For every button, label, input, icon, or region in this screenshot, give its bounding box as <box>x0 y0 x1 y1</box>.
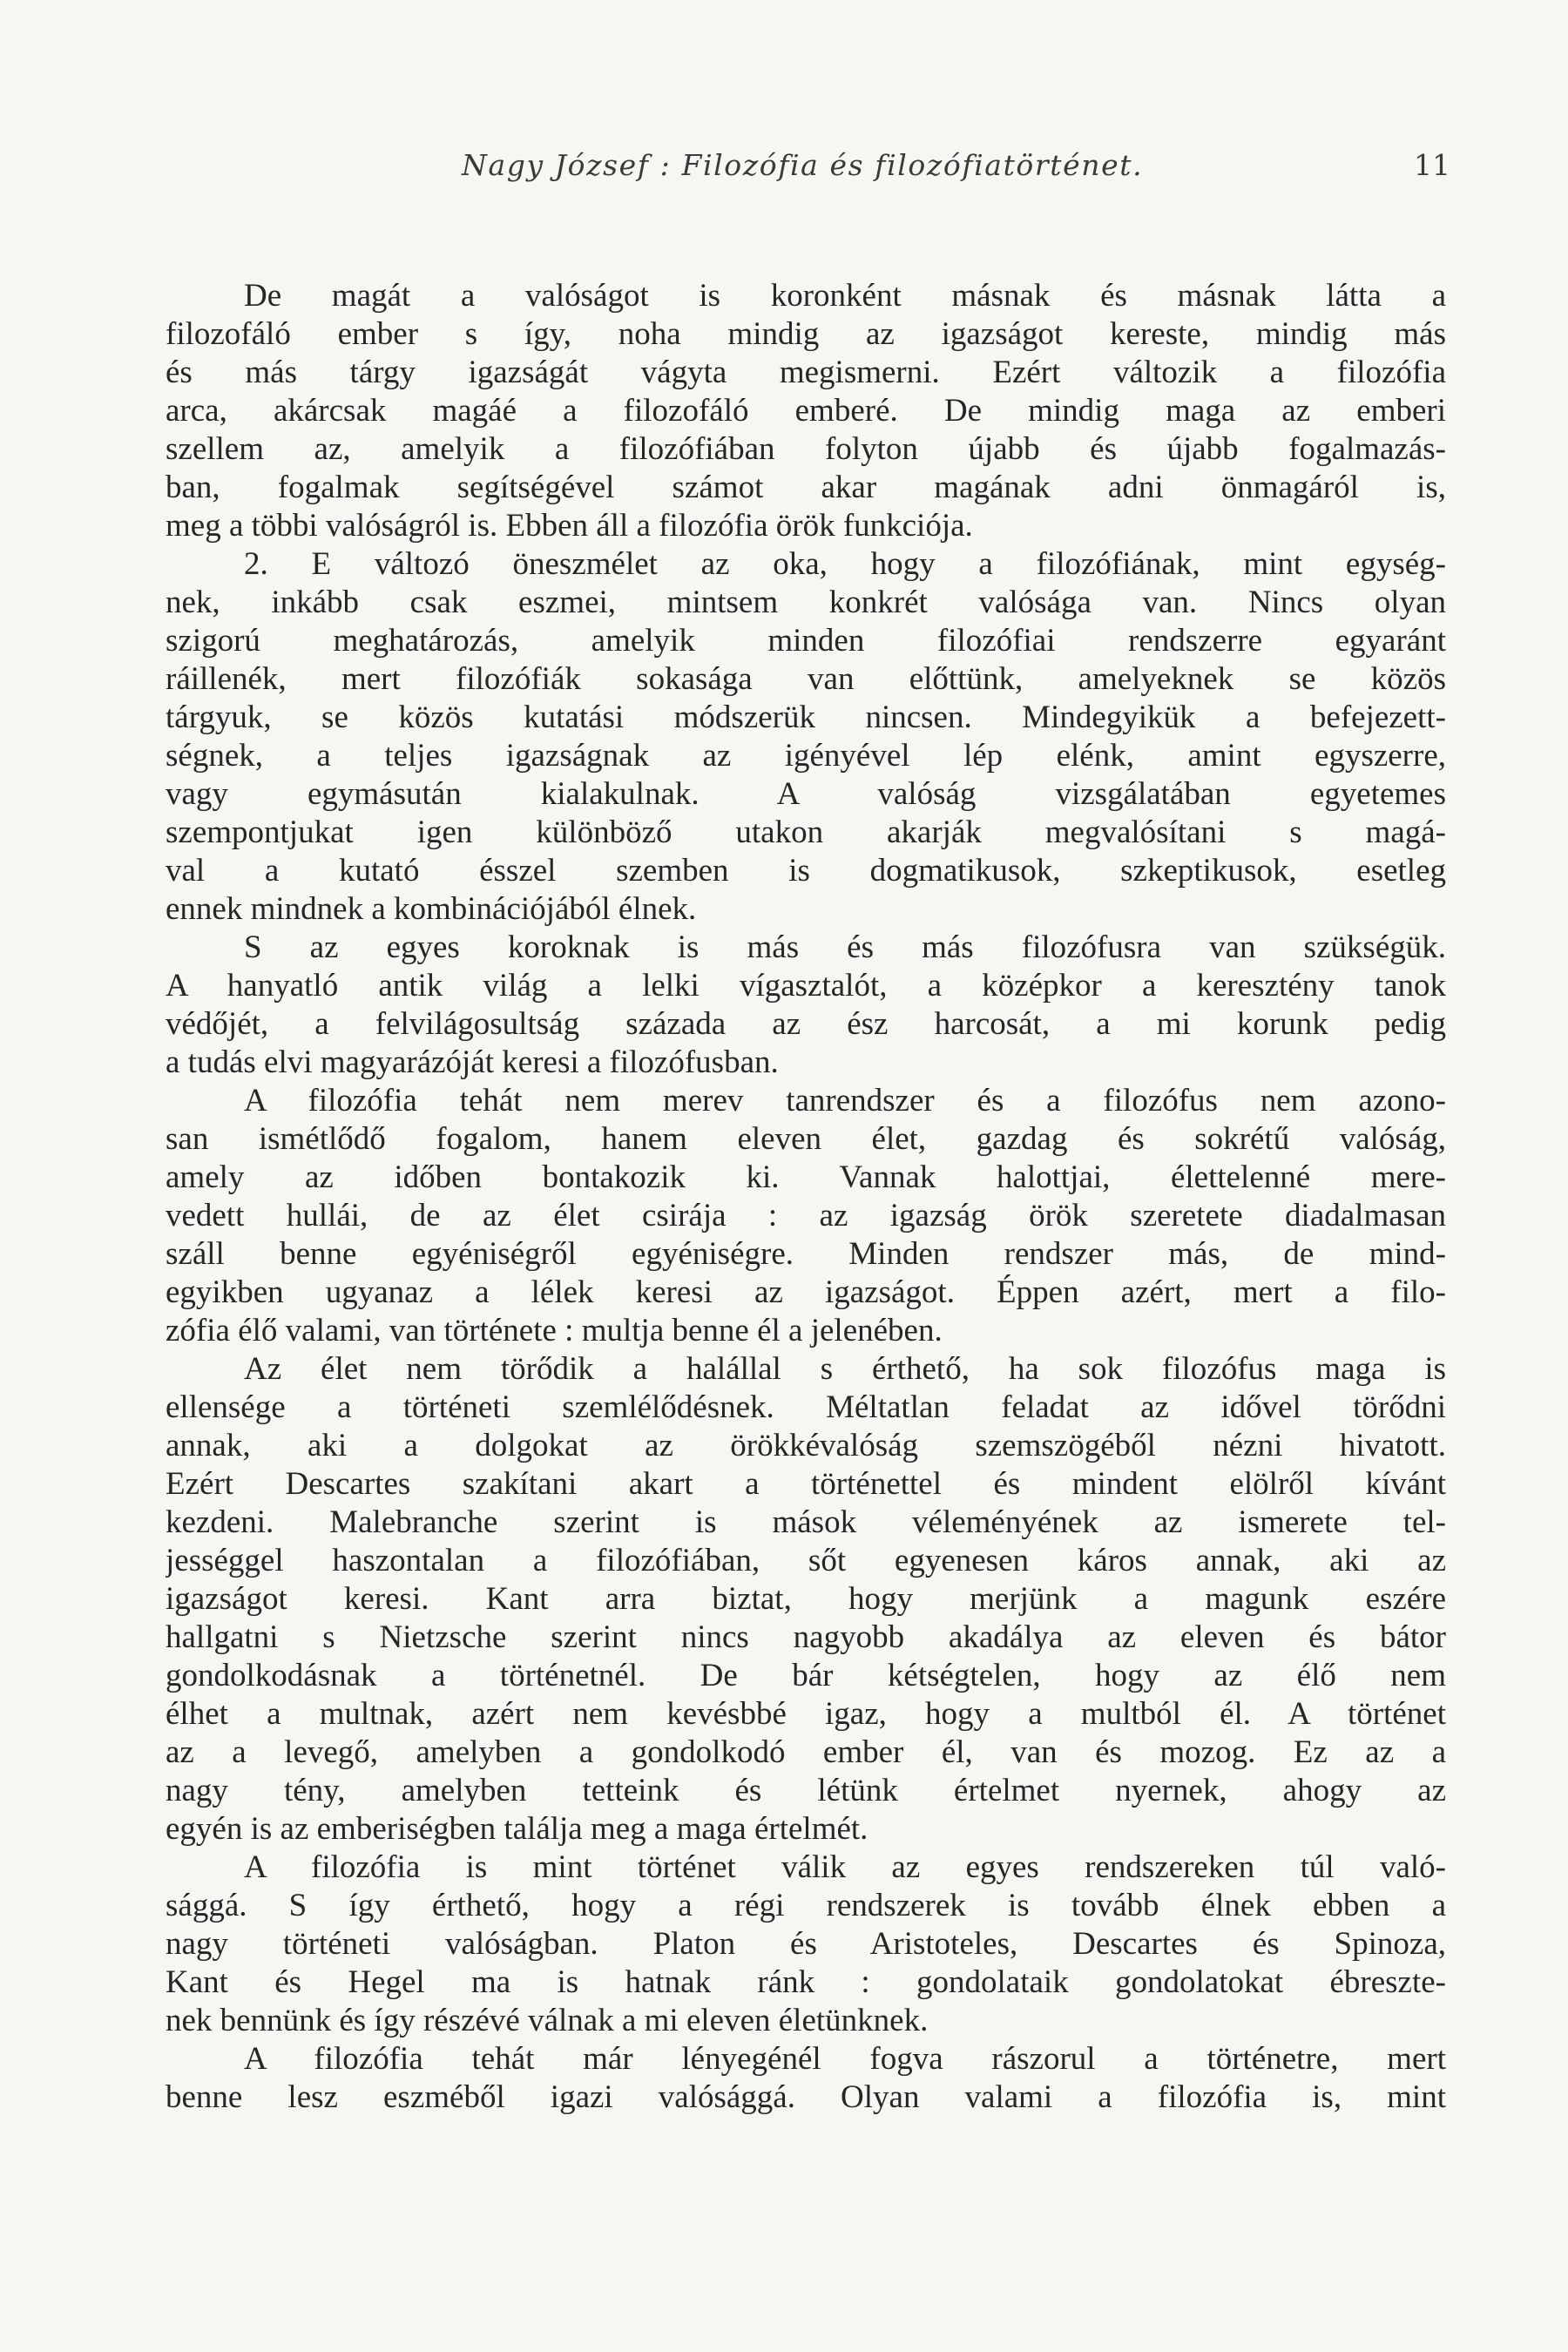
text-line: kezdeni. Malebranche szerint is mások véleményének az ismerete tel- <box>166 1504 1446 1540</box>
text-line: Az élet nem törődik a halállal s érthető, ha sok filozófus maga is <box>244 1351 1446 1387</box>
text-line: A hanyatló antik világ a lelki vígasztalót, a középkor a keresztény tanok <box>166 968 1446 1004</box>
text-line: val a kutató ésszel szemben is dogmatikusok, szkeptikusok, esetleg <box>166 853 1446 889</box>
text-line: S az egyes koroknak is más és más filozófusra van szükségük. <box>244 929 1446 965</box>
text-line: védőjét, a felvilágosultság százada az ész harcosát, a mi korunk pedig <box>166 1006 1446 1042</box>
running-head-title: Nagy József : Filozófia és filozófiatörténet. <box>462 148 1144 182</box>
text-line: ségnek, a teljes igazságnak az igényével lép elénk, amint egyszerre, <box>166 738 1446 774</box>
text-line: ráillenék, mert filozófiák sokasága van előttünk, amelyeknek se közös <box>166 661 1446 697</box>
text-line: tárgyuk, se közös kutatási módszerük nincsen. Mindegyikük a befejezett- <box>166 700 1446 735</box>
text-line: ban, fogalmak segítségével számot akar magának adni önmagáról is, <box>166 470 1446 505</box>
text-line: szigorú meghatározás, amelyik minden filozófiai rendszerre egyaránt <box>166 623 1446 659</box>
text-line: szempontjukat igen különböző utakon akarják megvalósítani s magá- <box>166 814 1446 850</box>
text-line: filozofáló ember s így, noha mindig az igazságot kereste, mindig más <box>166 316 1446 352</box>
text-line: egyén is az emberiségben találja meg a maga értelmét. <box>166 1811 868 1847</box>
text-line: és más tárgy igazságát vágyta megismerni. Ezért változik a filozófia <box>166 355 1446 390</box>
text-line: benne lesz eszméből igazi valósággá. Olyan valami a filozófia is, mint <box>166 2079 1446 2115</box>
text-line: san ismétlődő fogalom, hanem eleven élet, gazdag és sokrétű valóság, <box>166 1121 1446 1157</box>
text-line: hallgatni s Nietzsche szerint nincs nagyobb akadálya az eleven és bátor <box>166 1619 1446 1655</box>
text-line: A filozófia tehát nem merev tanrendszer és a filozófus nem azono- <box>244 1083 1446 1119</box>
text-line: zófia élő valami, van története : multja benne él a jelenében. <box>166 1313 943 1348</box>
text-line: nagy történeti valóságban. Platon és Aristoteles, Descartes és Spinoza, <box>166 1926 1446 1962</box>
text-line: élhet a multnak, azért nem kevésbbé igaz, hogy a multból él. A történet <box>166 1696 1446 1732</box>
text-line: gondolkodásnak a történetnél. De bár kétségtelen, hogy az élő nem <box>166 1658 1446 1693</box>
text-line: szellem az, amelyik a filozófiában folyton újabb és újabb fogalmazás- <box>166 431 1446 467</box>
text-line: De magát a valóságot is koronként másnak és másnak látta a <box>244 278 1446 314</box>
text-line: nek bennünk és így részévé válnak a mi eleven életünknek. <box>166 2003 929 2038</box>
text-line: igazságot keresi. Kant arra biztat, hogy merjünk a magunk eszére <box>166 1581 1446 1617</box>
text-line: annak, aki a dolgokat az örökkévalóság szemszögéből nézni hivatott. <box>166 1428 1446 1463</box>
text-line: nek, inkább csak eszmei, mintsem konkrét valósága van. Nincs olyan <box>166 585 1446 620</box>
text-line: jességgel haszontalan a filozófiában, sőt egyenesen káros annak, aki az <box>166 1543 1446 1578</box>
text-line: amely az időben bontakozik ki. Vannak halottjai, élettelenné mere- <box>166 1159 1446 1195</box>
page-number: 11 <box>1414 148 1450 182</box>
text-line: ennek mindnek a kombinációjából élnek. <box>166 891 697 927</box>
text-line: Ezért Descartes szakítani akart a történettel és mindent elölről kívánt <box>166 1466 1446 1502</box>
text-line: arca, akárcsak magáé a filozofáló emberé. De mindig maga az emberi <box>166 393 1446 429</box>
body-text <box>166 277 1446 2117</box>
text-line: meg a többi valóságról is. Ebben áll a filozófia örök funkciója. <box>166 508 973 544</box>
text-line: nagy tény, amelyben tetteink és létünk értelmet nyernek, ahogy az <box>166 1773 1446 1808</box>
text-line: ellensége a történeti szemlélődésnek. Méltatlan feladat az idővel törődni <box>166 1389 1446 1425</box>
running-head <box>462 148 1450 200</box>
text-line: vedett hullái, de az élet csirája : az igazság örök szeretete diadalmasan <box>166 1198 1446 1233</box>
text-line: az a levegő, amelyben a gondolkodó ember él, van és mozog. Ez az a <box>166 1734 1446 1770</box>
text-line: sággá. S így érthető, hogy a régi rendszerek is tovább élnek ebben a <box>166 1888 1446 1923</box>
text-line: egyikben ugyanaz a lélek keresi az igazságot. Éppen azért, mert a filo- <box>166 1274 1446 1310</box>
text-line: A filozófia tehát már lényegénél fogva rászorul a történetre, mert <box>244 2041 1446 2077</box>
text-line: száll benne egyéniségről egyéniségre. Minden rendszer más, de mind- <box>166 1236 1446 1272</box>
text-line: Kant és Hegel ma is hatnak ránk : gondolataik gondolatokat ébreszte- <box>166 1964 1446 2000</box>
text-line: vagy egymásután kialakulnak. A valóság vizsgálatában egyetemes <box>166 776 1446 812</box>
text-line: A filozófia is mint történet válik az egyes rendszereken túl való- <box>244 1849 1446 1885</box>
text-line: a tudás elvi magyarázóját keresi a filozófusban. <box>166 1044 779 1080</box>
text-line: 2. E változó öneszmélet az oka, hogy a filozófiának, mint egység- <box>244 546 1446 582</box>
